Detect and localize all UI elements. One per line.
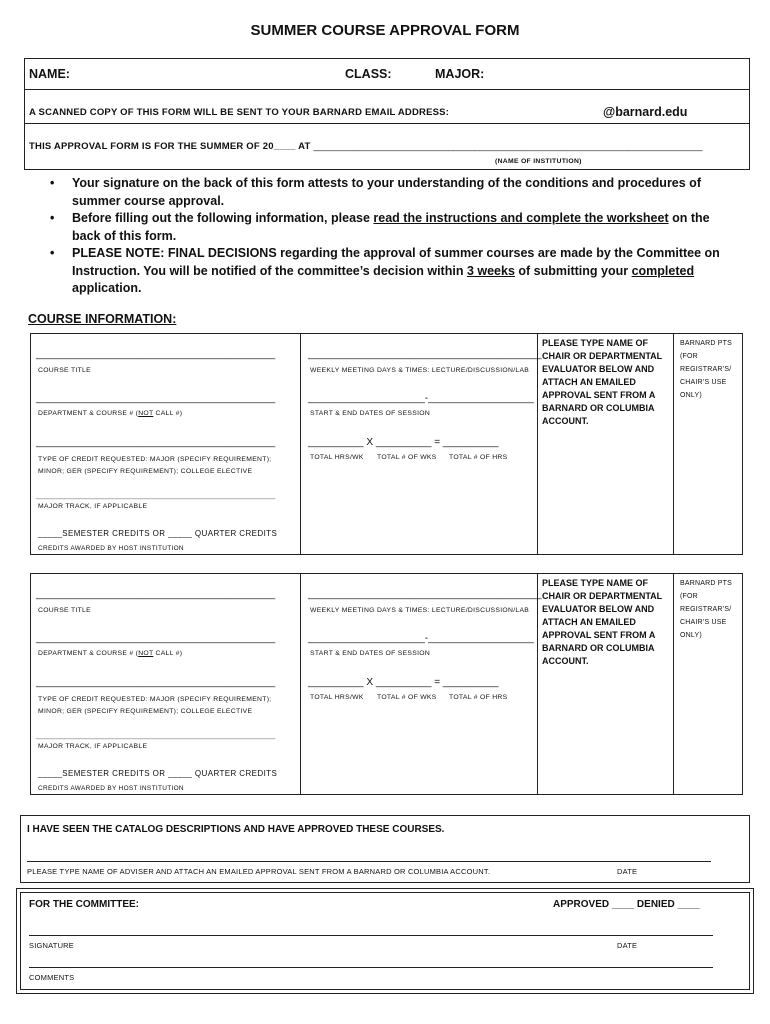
email-note: A SCANNED COPY OF THIS FORM WILL BE SENT TO YOUR BARNARD EMAIL ADDRESS: [29, 107, 450, 118]
committee-comments-line[interactable] [29, 967, 713, 968]
department-blank[interactable]: ___________________________________________ [36, 393, 276, 404]
credits-line[interactable]: _____SEMESTER CREDITS OR _____ QUARTER CREDITS [38, 529, 278, 538]
credits-caption: CREDITS AWARDED BY HOST INSTITUTION [38, 545, 184, 552]
summer-line-prefix: THIS APPROVAL FORM IS FOR THE SUMMER OF 20____ AT [29, 141, 311, 152]
cell-divider [300, 333, 301, 555]
committee-heading: FOR THE COMMITTEE: [29, 899, 139, 910]
summer-line [29, 141, 703, 152]
class-label: CLASS: [345, 67, 392, 81]
adviser-caption: PLEASE TYPE NAME OF ADVISER AND ATTACH AN EMAILED APPROVAL SENT FROM A BARNARD OR COLUMBIA ACCOUNT. [27, 867, 491, 876]
adviser-heading: I HAVE SEEN THE CATALOG DESCRIPTIONS AND HAVE APPROVED THESE COURSES. [27, 824, 445, 835]
chair-instructions: PLEASE TYPE NAME OF CHAIR OR DEPARTMENTAL EVALUATOR BELOW AND ATTACH AN EMAILED APPROVAL SENT FROM A BARNARD OR COLUMBIA ACCOUNT. [542, 338, 662, 426]
adviser-signature-line[interactable] [27, 861, 711, 862]
credit-type-label: TYPE OF CREDIT REQUESTED: MAJOR (SPECIFY REQUIREMENT); MINOR; GER (SPECIFY REQUIREMENT); COLLEGE ELECTIVE [38, 456, 272, 475]
course-block-1 [30, 333, 743, 559]
chair-instructions: PLEASE TYPE NAME OF CHAIR OR DEPARTMENTAL EVALUATOR BELOW AND ATTACH AN EMAILED APPROVAL SENT FROM A BARNARD OR COLUMBIA ACCOUNT. [542, 578, 662, 666]
committee-box [16, 888, 754, 994]
committee-date-label: DATE [617, 941, 638, 950]
major-track-blank[interactable]: ___________________________________________ [36, 489, 276, 500]
course-title-blank[interactable]: ___________________________________________ [36, 349, 276, 360]
name-label: NAME: [29, 67, 70, 81]
hours-calculation-blank[interactable]: __________ X __________ = __________ [308, 437, 499, 448]
institution-caption: (NAME OF INSTITUTION) [495, 158, 582, 165]
session-dates-blank[interactable]: _____________________-___________________ [308, 633, 534, 644]
major-label: MAJOR: [435, 67, 485, 81]
major-track-label: MAJOR TRACK, IF APPLICABLE [38, 503, 148, 510]
num-wks-label: TOTAL # OF WKS [377, 694, 437, 701]
list-item: • PLEASE NOTE: FINAL DECISIONS regarding the approval of summer courses are made by the Committee on Instruction. You will be notified of the committee’s decision within 3 weeks of submitting your completed application. [50, 246, 720, 295]
course-title-label: COURSE TITLE [38, 367, 91, 374]
instructions-list [50, 175, 730, 298]
weekly-meeting-label: WEEKLY MEETING DAYS & TIMES: LECTURE/DISCUSSION/LAB [310, 607, 530, 614]
signature-label: SIGNATURE [29, 941, 74, 950]
major-track-blank[interactable]: ___________________________________________ [36, 729, 276, 740]
cell-divider [300, 573, 301, 795]
num-hrs-label: TOTAL # OF HRS [449, 454, 508, 461]
weekly-meeting-blank[interactable]: __________________________________________ [308, 349, 542, 360]
session-dates-label: START & END DATES OF SESSION [310, 650, 431, 657]
barnard-pts-label: BARNARD PTS (FOR REGISTRAR’S/ CHAIR’S USE ONLY) [680, 580, 732, 639]
department-blank[interactable]: ___________________________________________ [36, 633, 276, 644]
session-dates-blank[interactable]: _____________________-___________________ [308, 393, 534, 404]
num-hrs-label: TOTAL # OF HRS [449, 694, 508, 701]
barnard-pts-label: BARNARD PTS (FOR REGISTRAR’S/ CHAIR’S USE ONLY) [680, 340, 732, 399]
credit-type-blank[interactable]: ___________________________________________ [36, 677, 276, 688]
major-track-label: MAJOR TRACK, IF APPLICABLE [38, 743, 148, 750]
hours-calculation-blank[interactable]: __________ X __________ = __________ [308, 677, 499, 688]
comments-label: COMMENTS [29, 973, 75, 982]
email-domain: @barnard.edu [603, 105, 688, 119]
list-item: • Your signature on the back of this form attests to your understanding of the conditions and procedures of summer course approval. [50, 176, 701, 208]
divider [25, 89, 749, 90]
credit-type-label: TYPE OF CREDIT REQUESTED: MAJOR (SPECIFY REQUIREMENT); MINOR; GER (SPECIFY REQUIREMENT); COLLEGE ELECTIVE [38, 696, 272, 715]
weekly-meeting-blank[interactable]: __________________________________________ [308, 589, 542, 600]
credits-line[interactable]: _____SEMESTER CREDITS OR _____ QUARTER CREDITS [38, 769, 278, 778]
committee-signature-line[interactable] [29, 935, 713, 936]
adviser-box [20, 815, 750, 883]
course-title-label: COURSE TITLE [38, 607, 91, 614]
credits-caption: CREDITS AWARDED BY HOST INSTITUTION [38, 785, 184, 792]
hrs-wk-label: TOTAL HRS/WK [310, 454, 364, 461]
num-wks-label: TOTAL # OF WKS [377, 454, 437, 461]
list-item: • Before filling out the following information, please read the instructions and complete the worksheet on the back of this form. [50, 211, 710, 243]
divider [25, 123, 749, 124]
department-label: DEPARTMENT & COURSE # (NOT CALL #) [38, 410, 183, 417]
adviser-date-label: DATE [617, 867, 638, 876]
course-title-blank[interactable]: ___________________________________________ [36, 589, 276, 600]
session-dates-label: START & END DATES OF SESSION [310, 410, 431, 417]
form-title: SUMMER COURSE APPROVAL FORM [250, 22, 520, 39]
hrs-wk-label: TOTAL HRS/WK [310, 694, 364, 701]
department-label: DEPARTMENT & COURSE # (NOT CALL #) [38, 650, 183, 657]
weekly-meeting-label: WEEKLY MEETING DAYS & TIMES: LECTURE/DISCUSSION/LAB [310, 367, 530, 374]
course-block-2 [30, 573, 743, 799]
committee-decision: APPROVED ____ DENIED ____ [553, 899, 700, 910]
course-info-heading: COURSE INFORMATION: [28, 312, 177, 326]
student-info-box [24, 58, 750, 170]
institution-blank: _______________________________________________________________________ [313, 141, 703, 152]
credit-type-blank[interactable]: ___________________________________________ [36, 437, 276, 448]
